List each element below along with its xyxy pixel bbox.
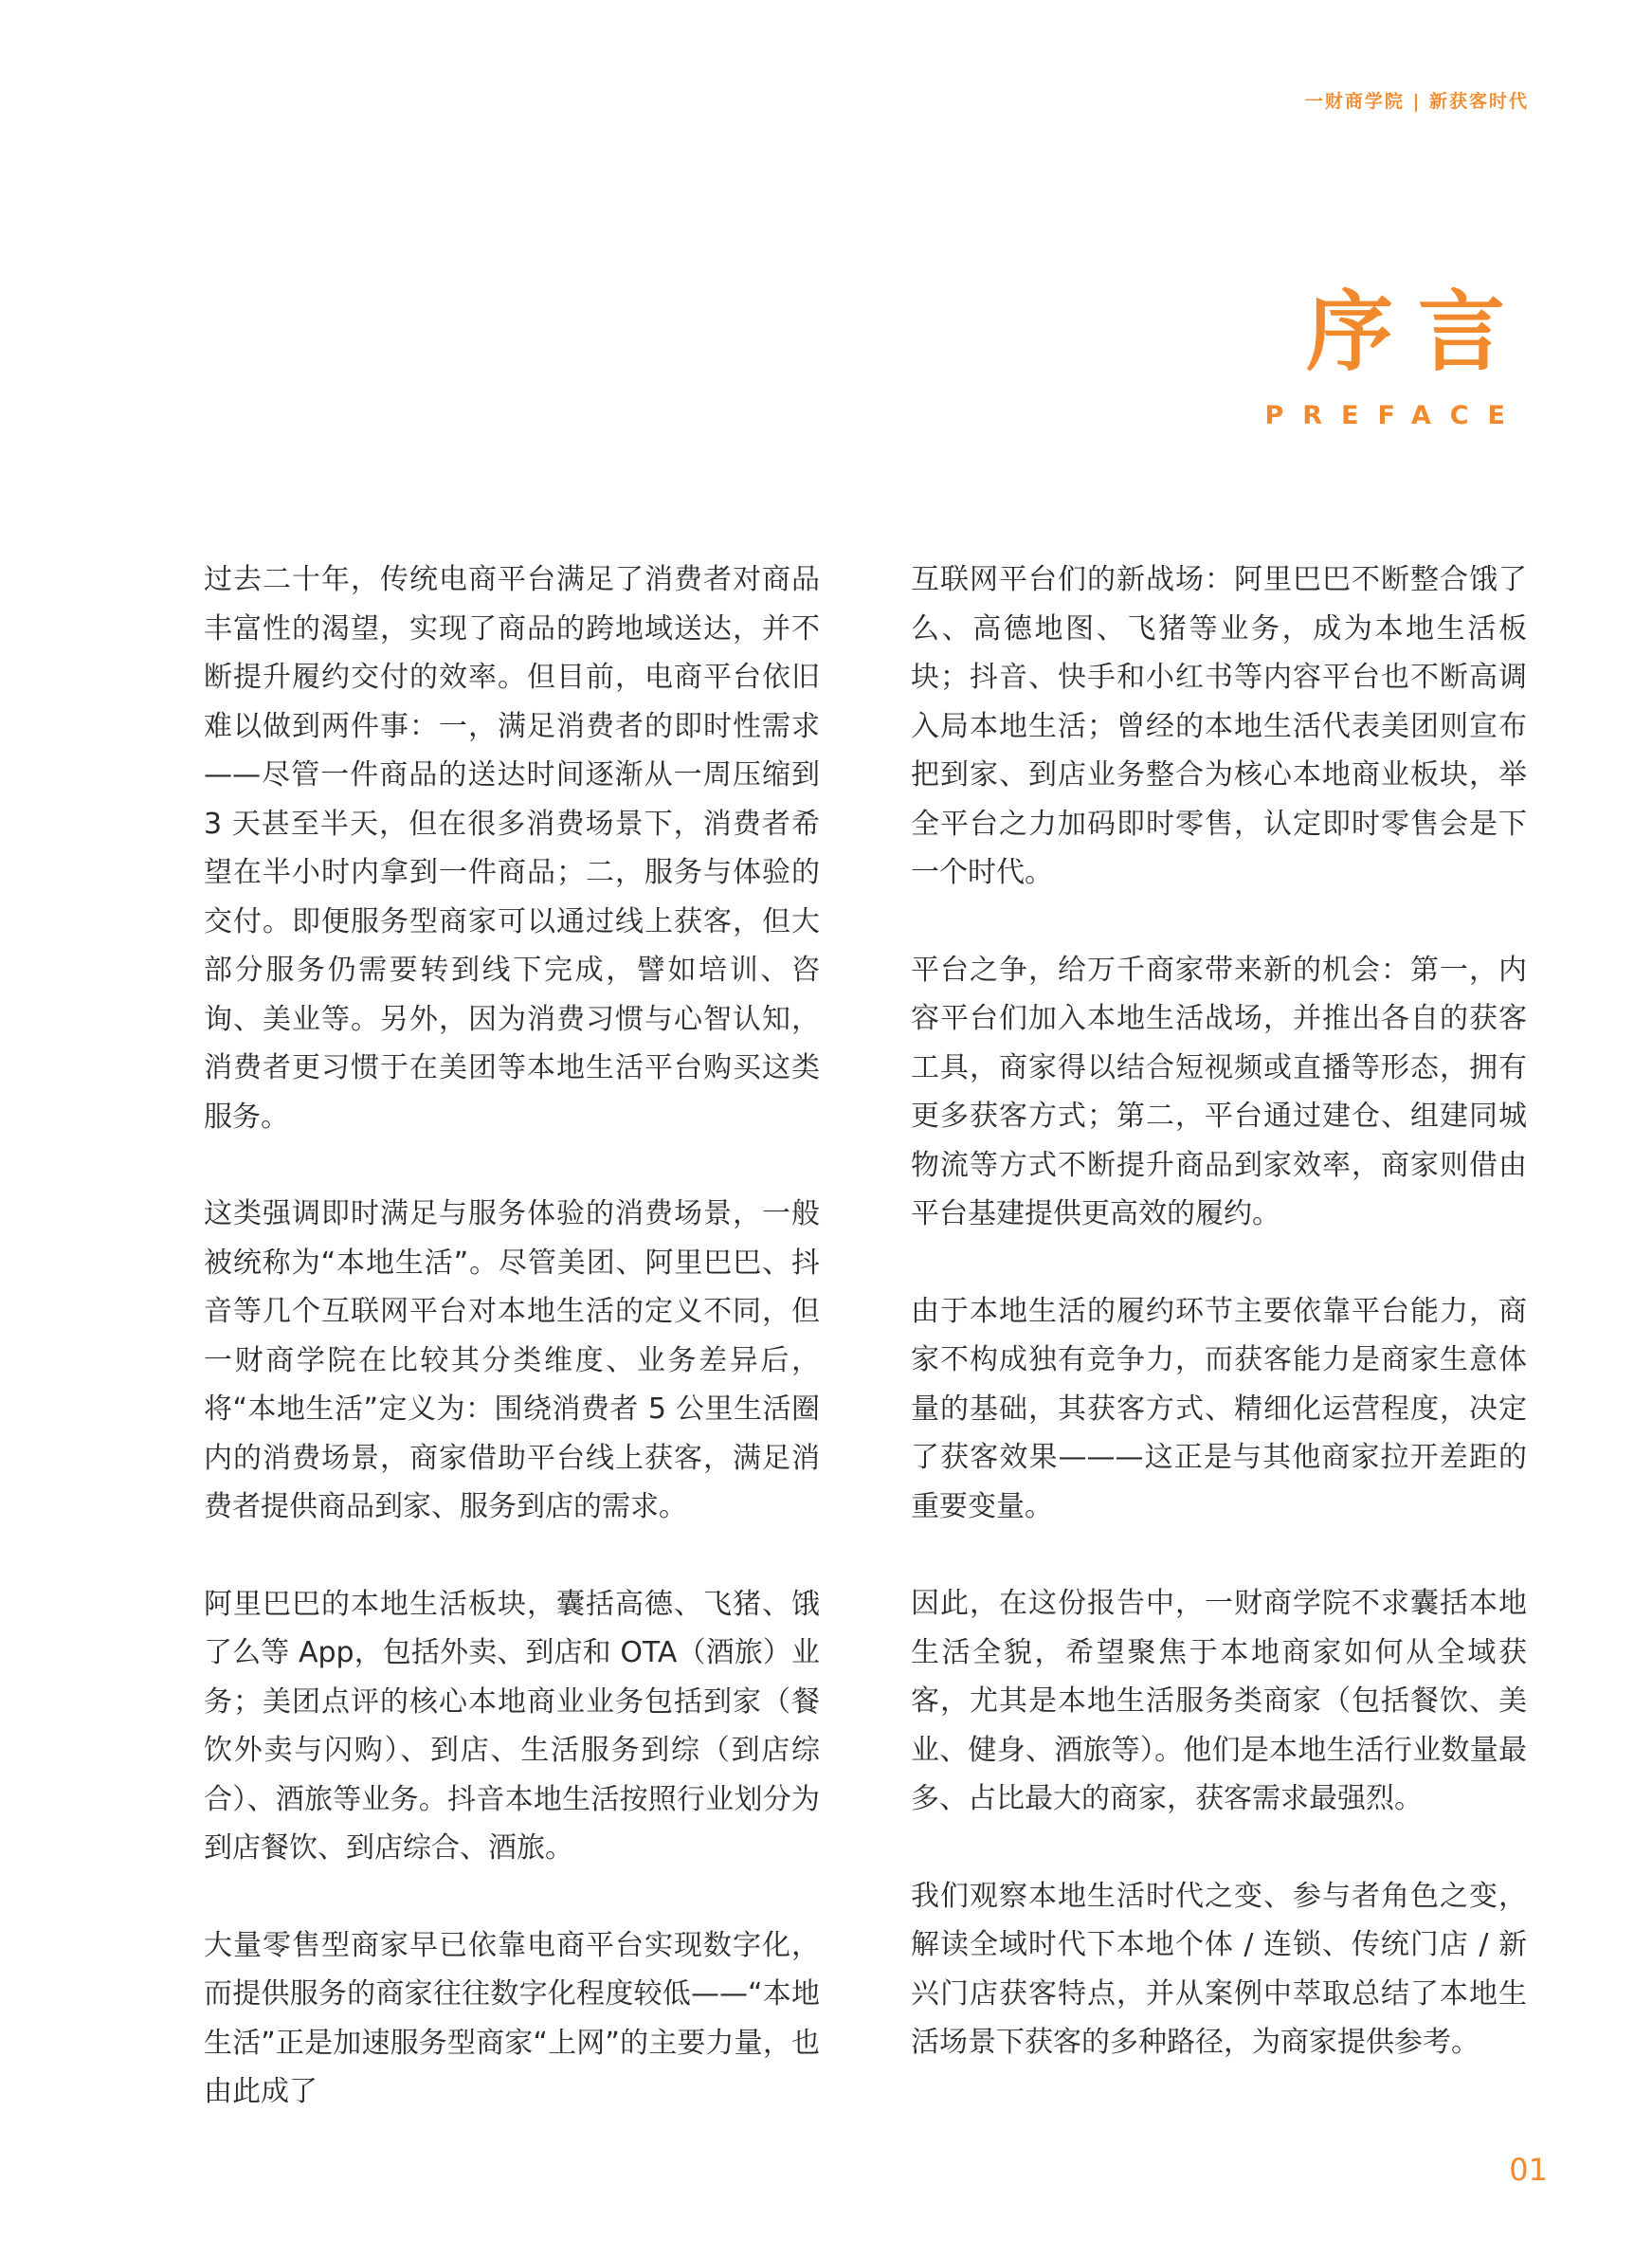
- left-column: [204, 555, 820, 2165]
- paragraph: 阿里巴巴的本地生活板块，囊括高德、飞猪、饿了么等 App，包括外卖、到店和 OTA（酒旅）业务；美团点评的核心本地商业业务包括到家（餐饮外卖与闪购）、到店、生活服务到综（到店综合）、酒旅等业务。抖音本地生活按照行业划分为到店餐饮、到店综合、酒旅。: [204, 1587, 820, 1865]
- page-title: 序言: [1305, 282, 1530, 383]
- paragraph: 过去二十年，传统电商平台满足了消费者对商品丰富性的渴望，实现了商品的跨地域送达，并不断提升履约交付的效率。但目前，电商平台依旧难以做到两件事：一，满足消费者的即时性需求——尽管一件商品的送达时间逐渐从一周压缩到 3 天甚至半天，但在很多消费场景下，消费者希望在半小时内拿到一件商品；二，服务与体验的交付。即便服务型商家可以通过线上获客，但大部分服务仍需要转到线下完成，譬如培训、咨询、美业等。另外，因为消费习惯与心智认知，消费者更习惯于在美团等本地生活平台购买这类服务。: [204, 563, 820, 1134]
- paragraph: 平台之争，给万千商家带来新的机会：第一，内容平台们加入本地生活战场，并推出各自的获客工具，商家得以结合短视频或直播等形态，拥有更多获客方式；第二，平台通过建仓、组建同城物流等方式不断提升商品到家效率，商家则借由平台基建提供更高效的履约。: [911, 953, 1527, 1230]
- paragraph: 我们观察本地生活时代之变、参与者角色之变，解读全域时代下本地个体 / 连锁、传统门店 / 新兴门店获客特点，并从案例中萃取总结了本地生活场景下获客的多种路径，为商家提供参考。: [911, 1879, 1527, 2059]
- right-column: [911, 555, 1527, 2116]
- paragraph: 大量零售型商家早已依靠电商平台实现数字化，而提供服务的商家往往数字化程度较低——“本地生活”正是加速服务型商家“上网”的主要力量，也由此成了: [204, 1928, 820, 2108]
- page-number: 01: [1509, 2152, 1548, 2188]
- paragraph: 这类强调即时满足与服务体验的消费场景，一般被统称为“本地生活”。尽管美团、阿里巴巴、抖音等几个互联网平台对本地生活的定义不同，但一财商学院在比较其分类维度、业务差异后，将“本地生活”定义为：围绕消费者 5 公里生活圈内的消费场景，商家借助平台线上获客，满足消费者提供商品到家、服务到店的需求。: [204, 1197, 820, 1523]
- page-subtitle: PREFACE: [1264, 401, 1524, 430]
- header-tag: 一财商学院 | 新获客时代: [1304, 91, 1529, 112]
- title-block: [1264, 282, 1530, 430]
- paragraph: 由于本地生活的履约环节主要依靠平台能力，商家不构成独有竞争力，而获客能力是商家生意体量的基础，其获客方式、精细化运营程度，决定了获客效果———这正是与其他商家拉开差距的重要变量。: [911, 1294, 1527, 1523]
- paragraph: 互联网平台们的新战场：阿里巴巴不断整合饿了么、高德地图、飞猪等业务，成为本地生活板块；抖音、快手和小红书等内容平台也不断高调入局本地生活；曾经的本地生活代表美团则宣布把到家、到店业务整合为核心本地商业板块，举全平台之力加码即时零售，认定即时零售会是下一个时代。: [911, 563, 1527, 889]
- paragraph: 因此，在这份报告中，一财商学院不求囊括本地生活全貌，希望聚焦于本地商家如何从全域获客，尤其是本地生活服务类商家（包括餐饮、美业、健身、酒旅等）。他们是本地生活行业数量最多、占比最大的商家，获客需求最强烈。: [911, 1587, 1527, 1815]
